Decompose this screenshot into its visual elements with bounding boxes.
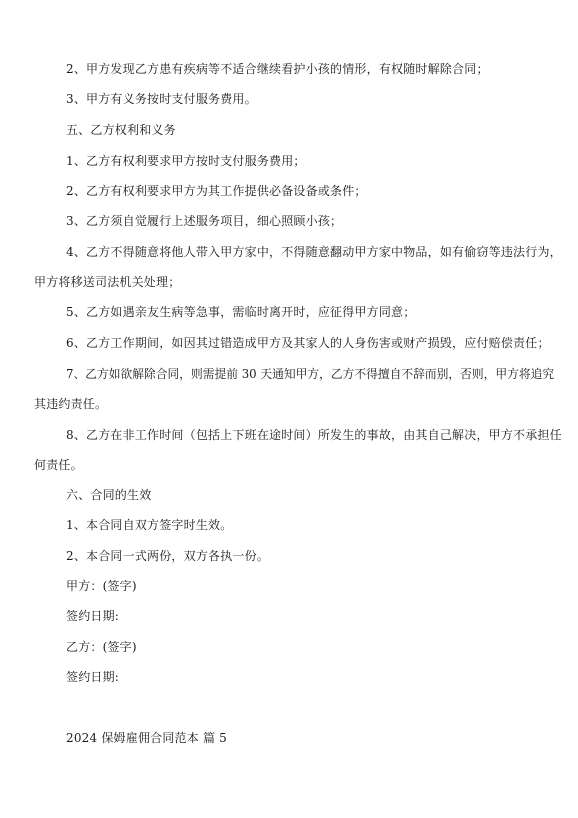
party-a-signature: 甲方：(签字) (66, 579, 137, 593)
clause-b-5: 5、乙方如遇亲友生病等急事，需临时离开时，应征得甲方同意； (66, 305, 416, 319)
party-b-signature: 乙方：(签字) (66, 640, 137, 654)
clause-b-4: 4、乙方不得随意将他人带入甲方家中，不得随意翻动甲方家中物品，如有偷窃等违法行为， (66, 245, 562, 259)
party-b-sign-date: 签约日期: (66, 670, 120, 684)
next-article-title: 2024 保姆雇佣合同范本 篇 5 (66, 731, 228, 745)
section-heading-5: 五、乙方权利和义务 (66, 123, 176, 137)
clause-c-1: 1、本合同自双方签字时生效。 (66, 518, 233, 532)
clause-b-1: 1、乙方有权利要求甲方按时支付服务费用； (66, 154, 306, 168)
clause-a-3: 3、甲方有义务按时支付服务费用。 (66, 92, 257, 106)
section-heading-6: 六、合同的生效 (66, 488, 152, 502)
clause-a-2: 2、甲方发现乙方患有疾病等不适合继续看护小孩的情形，有权随时解除合同； (66, 62, 489, 76)
party-a-sign-date: 签约日期: (66, 609, 120, 623)
clause-b-3: 3、乙方须自觉履行上述服务项目，细心照顾小孩； (66, 214, 343, 228)
clause-c-2: 2、本合同一式两份，双方各执一份。 (66, 549, 270, 563)
clause-b-7-cont: 其违约责任。 (34, 397, 108, 411)
clause-b-4-cont: 甲方将移送司法机关处理； (34, 275, 181, 289)
clause-b-7: 7、乙方如欲解除合同，则需提前 30 天通知甲方，乙方不得擅自不辞而别，否则，甲方将追究 (66, 367, 555, 381)
clause-b-8: 8、乙方在非工作时间（包括上下班在途时间）所发生的事故，由其自己解决，甲方不承担任 (66, 428, 562, 442)
clause-b-8-cont: 何责任。 (34, 458, 83, 472)
clause-b-2: 2、乙方有权利要求甲方为其工作提供必备设备或条件； (66, 184, 367, 198)
clause-b-6: 6、乙方工作期间，如因其过错造成甲方及其家人的人身伤害或财产损毁，应付赔偿责任； (66, 336, 550, 350)
